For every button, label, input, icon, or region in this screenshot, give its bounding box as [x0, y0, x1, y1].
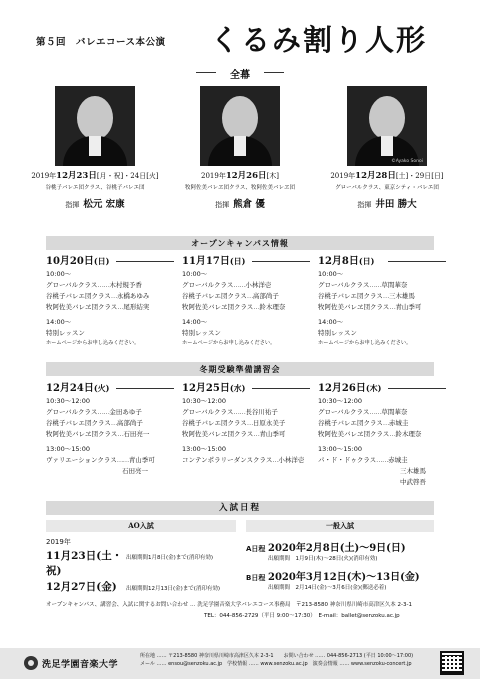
- special-lesson: 特別レッスン: [182, 329, 221, 337]
- conductors-section: [0, 86, 480, 216]
- contact-info: [46, 600, 466, 622]
- session-date: 12月26日(木): [318, 381, 448, 396]
- session-date: 12月25日(水): [182, 381, 312, 396]
- session-time: 10:00～: [318, 270, 344, 278]
- open-campus-column: [182, 254, 312, 347]
- conductor-name: 指揮 熊倉 優: [215, 199, 265, 210]
- general-exam-dates: [246, 535, 436, 591]
- special-note: ホームページからお申し込みください。: [318, 340, 412, 346]
- conductor-date: 2019年12月23日[月・祝]・24日[火]: [31, 171, 159, 181]
- extra-instructor: 石田亮一: [122, 467, 148, 475]
- session-time-2: 14:00～: [182, 318, 208, 326]
- footer-info: [140, 653, 413, 668]
- open-campus-title: オープンキャンパス情報: [46, 236, 434, 250]
- conductor-date: 2019年12月28日[土]・29日[日]: [330, 171, 444, 181]
- general-period: 出願期間 2月14日(金)～3月6日(金)(郵送必着): [268, 585, 387, 591]
- class-row: グローバルクラス …… 小林洋壱: [182, 281, 272, 289]
- class-row: 谷桃子バレエ団クラス … 日原永美子: [182, 419, 286, 427]
- session-date: 12月24日(火): [46, 381, 176, 396]
- conductor-photo: [200, 86, 280, 166]
- session-time: 10:30～12:00: [182, 397, 226, 405]
- class-row: 牧阿佐美バレヱ団クラス … 石田亮一: [46, 430, 150, 438]
- extra-class-row: パ・ド・ドゥクラス …… 赤城圭: [318, 456, 408, 464]
- session-time: 10:00～: [46, 270, 72, 278]
- contact-line: TEL：044-856-2729（平日 9:00～17:30） E-mail：ballet@senzoku.ac.jp: [204, 613, 400, 619]
- winter-column: [318, 381, 448, 488]
- winter-column: [182, 381, 312, 466]
- ao-exam-dates: [46, 535, 236, 594]
- session-date: 12月8日(日): [318, 254, 448, 269]
- full-act-label: 全幕: [190, 66, 290, 81]
- open-campus-column: [318, 254, 448, 347]
- general-date-row: B日程 2020年3月12日(木)～13日(金): [246, 572, 420, 583]
- class-row: 牧阿佐美バレヱ団クラス … 尾形結実: [46, 303, 150, 311]
- session-time: 10:00～: [182, 270, 208, 278]
- header: [0, 0, 480, 80]
- qr-code-icon[interactable]: [440, 651, 464, 675]
- session-time: 10:30～12:00: [46, 397, 90, 405]
- conductor-groups: 谷桃子バレエ団クラス、谷桃子バレエ団: [45, 185, 145, 191]
- conductor-name: 指揮 井田 勝大: [357, 199, 417, 210]
- general-date-row: A日程 2020年2月8日(土)～9日(日): [246, 543, 406, 554]
- photo-credit: ©Ayako Sonoi: [391, 159, 423, 164]
- class-row: グローバルクラス …… 草間華奈: [318, 281, 408, 289]
- session-time-2: 13:00～15:00: [46, 445, 90, 453]
- session-date: 11月17日(日): [182, 254, 312, 269]
- class-row: 谷桃子バレエ団クラス … 赤城圭: [318, 419, 409, 427]
- performance-subtitle: 第５回 バレエコース本公演: [36, 37, 166, 48]
- ao-exam-label: AO入試: [46, 520, 236, 532]
- special-lesson: 特別レッスン: [46, 329, 85, 337]
- class-row: グローバルクラス …… 長谷川祐子: [182, 408, 278, 416]
- ao-date-row: 12月27日(金) 出願期間12月13日(金)まで(消印有効): [46, 581, 221, 593]
- class-row: 谷桃子バレエ団クラス … 高部尚子: [46, 419, 143, 427]
- special-lesson: 特別レッスン: [318, 329, 357, 337]
- general-exam-label: 一般入試: [246, 520, 434, 532]
- session-time-2: 14:00～: [46, 318, 72, 326]
- university-logo-icon: [24, 656, 38, 670]
- session-time-2: 13:00～15:00: [318, 445, 362, 453]
- conductor-name: 指揮 松元 宏康: [65, 199, 125, 210]
- conductor-card: [312, 86, 462, 210]
- ao-year: 2019年: [46, 538, 71, 546]
- exam-schedule-title: 入試日程: [46, 501, 434, 515]
- special-note: ホームページからお申し込みください。: [182, 340, 276, 346]
- class-row: 谷桃子バレエ団クラス … 三木雄馬: [318, 292, 415, 300]
- ao-date-row: 11月23日(土・祝) 出願期間1月8日(金)まで(消印有効): [46, 550, 214, 577]
- extra-class-row: ヴァリエーションクラス …… 青山季可: [46, 456, 155, 464]
- general-period: 出願期間 1月9日(木)～28日(火)(消印有効): [268, 556, 378, 562]
- class-row: 牧阿佐美バレヱ団クラス … 青山季可: [318, 303, 422, 311]
- footer-address: 所在地 …… 〒213-8580 神奈川県川崎市高津区久本 2-3-1 お問い合わせ …… 044-856-2713 (平日 10:00～17:00): [140, 653, 414, 659]
- footer: [0, 648, 480, 679]
- conductor-groups: グローバルクラス、東京シティ・バレエ団: [335, 185, 439, 191]
- winter-column: [46, 381, 176, 477]
- conductor-card: [20, 86, 170, 210]
- contact-line: オープンキャンパス、講習会、入試に関するお問い合わせ … 洗足学園音楽大学バレエコース事務局 〒213-8580 神奈川県川崎市高津区久本 2-3-1: [46, 602, 412, 608]
- extra-class-row: コンテンポラリーダンスクラス … 小林洋壱: [182, 456, 305, 464]
- class-row: グローバルクラス …… 金田あゆ子: [46, 408, 142, 416]
- extra-instructor: 三木雄馬: [400, 467, 426, 475]
- class-row: グローバルクラス …… 草間華奈: [318, 408, 408, 416]
- winter-course-title: 冬期受験準備講習会: [46, 362, 434, 376]
- class-row: 牧阿佐美バレヱ団クラス … 鈴木理奈: [182, 303, 286, 311]
- class-row: 谷桃子バレエ団クラス … 永橋あゆみ: [46, 292, 150, 300]
- main-title: くるみ割り人形: [210, 23, 428, 57]
- university-name: 洗足学園音楽大学: [42, 660, 119, 670]
- class-row: 谷桃子バレエ団クラス … 高部尚子: [182, 292, 279, 300]
- extra-instructor: 中武啓吾: [400, 478, 426, 486]
- conductor-date: 2019年12月26日[木]: [201, 171, 279, 181]
- conductor-photo: [347, 86, 427, 166]
- conductor-card: [165, 86, 315, 210]
- special-note: ホームページからお申し込みください。: [46, 340, 140, 346]
- class-row: 牧阿佐美バレヱ団クラス … 鈴木理奈: [318, 430, 422, 438]
- footer-links: メール …… ensou@senzoku.ac.jp 学校情報 …… www.senzoku.ac.jp 演奏会情報 …… www.senzoku-concert.jp: [140, 660, 412, 667]
- session-time-2: 14:00～: [318, 318, 344, 326]
- class-row: グローバルクラス …… 木村規予香: [46, 281, 142, 289]
- class-row: 牧阿佐美バレヱ団クラス … 青山季可: [182, 430, 286, 438]
- open-campus-column: [46, 254, 176, 347]
- conductor-groups: 牧阿佐美バレヱ団クラス、牧阿佐美バレヱ団: [184, 185, 295, 191]
- session-time: 10:30～12:00: [318, 397, 362, 405]
- conductor-photo: [55, 86, 135, 166]
- session-date: 10月20日(日): [46, 254, 176, 269]
- session-time-2: 13:00～15:00: [182, 445, 226, 453]
